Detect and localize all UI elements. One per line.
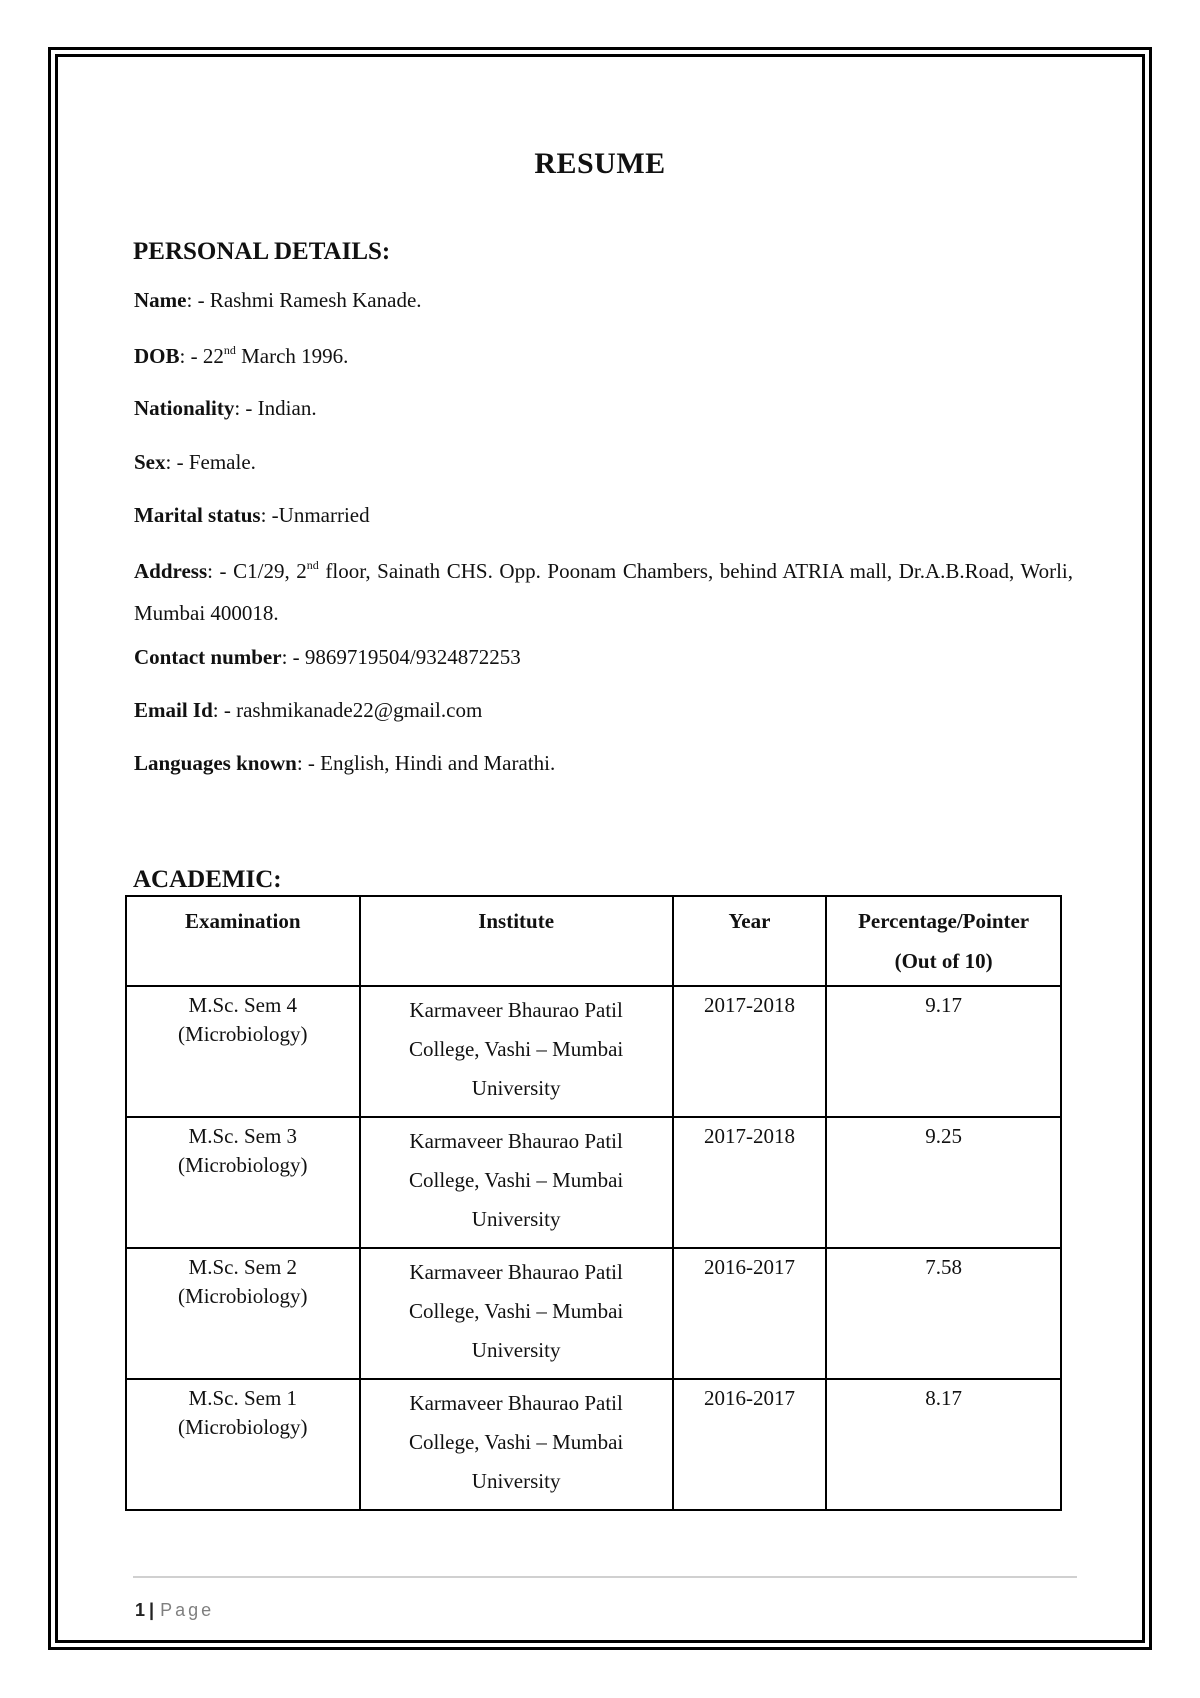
page-footer <box>135 1600 214 1621</box>
nationality-label: Nationality <box>134 396 235 420</box>
header-institute: Institute <box>360 896 673 986</box>
academic-table <box>125 895 1062 1511</box>
institute-line2: College, Vashi – Mumbai <box>408 1299 624 1323</box>
institute-line3: University <box>471 1207 561 1231</box>
score-cell: 7.58 <box>826 1248 1061 1379</box>
table-row <box>126 1117 1061 1248</box>
table-row <box>126 1379 1061 1510</box>
year-cell: 2016-2017 <box>673 1248 827 1379</box>
dob-value-suffix: March 1996. <box>235 344 349 368</box>
institute-line1: Karmaveer Bhaurao Patil <box>409 1129 623 1153</box>
header-examination: Examination <box>126 896 360 986</box>
dob-label: DOB <box>134 344 180 368</box>
exam-cell <box>126 986 360 1117</box>
exam-cell <box>126 1379 360 1510</box>
exam-subject: (Microbiology) <box>178 1153 308 1177</box>
personal-details-heading: PERSONAL DETAILS: <box>133 238 391 265</box>
institute-cell <box>360 1379 673 1510</box>
languages-field <box>134 753 555 774</box>
name-field <box>134 290 422 311</box>
exam-name: M.Sc. Sem 2 <box>188 1255 298 1279</box>
table-header-row <box>126 896 1061 986</box>
exam-name: M.Sc. Sem 4 <box>188 993 298 1017</box>
languages-value: : - English, Hindi and Marathi. <box>296 751 556 775</box>
institute-line2: College, Vashi – Mumbai <box>408 1168 624 1192</box>
marital-status-label: Marital status <box>134 503 261 527</box>
address-field <box>134 550 1073 634</box>
institute-cell <box>360 1248 673 1379</box>
contact-number-field <box>134 647 521 668</box>
exam-cell <box>126 1117 360 1248</box>
footer-separator: | <box>149 1600 155 1620</box>
institute-line2: College, Vashi – Mumbai <box>408 1037 624 1061</box>
nationality-value: : - Indian. <box>234 396 317 420</box>
table-row <box>126 1248 1061 1379</box>
email-value: : - rashmikanade22@gmail.com <box>212 698 483 722</box>
institute-line1: Karmaveer Bhaurao Patil <box>409 1391 623 1415</box>
year-cell: 2017-2018 <box>673 986 827 1117</box>
nationality-field <box>134 398 317 419</box>
exam-subject: (Microbiology) <box>178 1415 308 1439</box>
page-word: Page <box>160 1600 215 1620</box>
academic-heading: ACADEMIC: <box>133 866 282 893</box>
sex-label: Sex <box>134 450 166 474</box>
institute-cell <box>360 1117 673 1248</box>
footer-divider <box>133 1576 1077 1578</box>
institute-line2: College, Vashi – Mumbai <box>408 1430 624 1454</box>
dob-superscript: nd <box>223 343 236 357</box>
header-year: Year <box>673 896 827 986</box>
header-percentage-line2: (Out of 10) <box>894 949 993 973</box>
institute-cell <box>360 986 673 1117</box>
score-cell: 9.17 <box>826 986 1061 1117</box>
exam-subject: (Microbiology) <box>178 1284 308 1308</box>
institute-line1: Karmaveer Bhaurao Patil <box>409 998 623 1022</box>
email-label: Email Id <box>134 698 213 722</box>
marital-status-field <box>134 505 370 526</box>
dob-field <box>134 344 348 367</box>
exam-subject: (Microbiology) <box>178 1022 308 1046</box>
institute-line1: Karmaveer Bhaurao Patil <box>409 1260 623 1284</box>
email-field <box>134 700 482 721</box>
name-label: Name <box>134 288 187 312</box>
address-label: Address <box>134 559 208 583</box>
score-cell: 9.25 <box>826 1117 1061 1248</box>
address-value-prefix: : - C1/29, 2 <box>207 559 307 583</box>
address-value-suffix: floor, Sainath CHS. Opp. Poonam Chambers, behind ATRIA mall, Dr.A.B.Road, Worli, Mumbai 400018. <box>134 559 1074 625</box>
institute-line3: University <box>471 1469 561 1493</box>
exam-cell <box>126 1248 360 1379</box>
header-percentage <box>826 896 1061 986</box>
contact-number-value: : - 9869719504/9324872253 <box>281 645 521 669</box>
page-number: 1 <box>135 1600 146 1620</box>
year-cell: 2017-2018 <box>673 1117 827 1248</box>
sex-value: : - Female. <box>165 450 256 474</box>
header-percentage-line1: Percentage/Pointer <box>858 909 1030 933</box>
score-cell: 8.17 <box>826 1379 1061 1510</box>
sex-field <box>134 452 256 473</box>
institute-line3: University <box>471 1338 561 1362</box>
languages-label: Languages known <box>134 751 297 775</box>
contact-number-label: Contact number <box>134 645 282 669</box>
page-title: RESUME <box>534 147 666 180</box>
address-superscript: nd <box>306 558 319 572</box>
marital-status-value: : -Unmarried <box>260 503 370 527</box>
table-row <box>126 986 1061 1117</box>
year-cell: 2016-2017 <box>673 1379 827 1510</box>
name-value: : - Rashmi Ramesh Kanade. <box>186 288 422 312</box>
exam-name: M.Sc. Sem 3 <box>188 1124 298 1148</box>
institute-line3: University <box>471 1076 561 1100</box>
dob-value-prefix: : - 22 <box>179 344 224 368</box>
exam-name: M.Sc. Sem 1 <box>188 1386 298 1410</box>
